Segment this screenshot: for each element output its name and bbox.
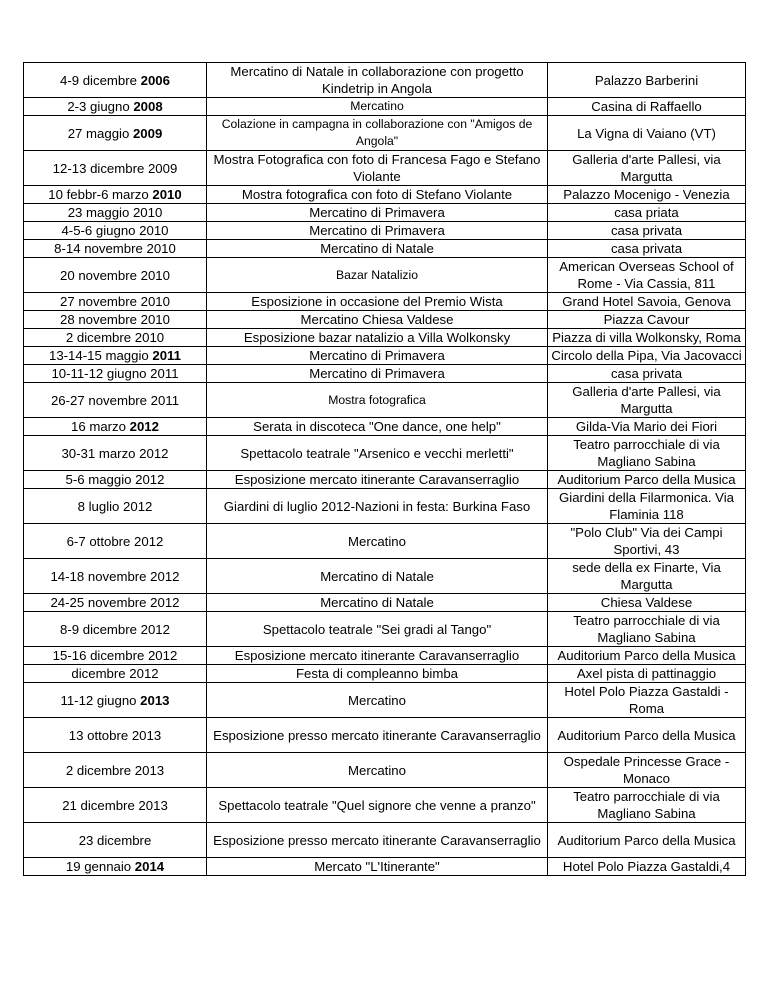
event-cell: Serata in discoteca "One dance, one help" [207,418,548,436]
event-cell: Giardini di luglio 2012-Nazioni in festa: Burkina Faso [207,489,548,524]
date-text: 4-5-6 giugno 2010 [61,223,169,238]
date-cell [24,347,207,365]
place-cell: Ospedale Princesse Grace - Monaco [548,753,746,788]
place-cell: Axel pista di pattinaggio [548,665,746,683]
event-cell: Bazar Natalizio [207,258,548,293]
date-text: 8-14 novembre 2010 [54,241,176,256]
event-cell: Mostra Fotografica con foto di Francesa Fago e Stefano Violante [207,151,548,186]
place-cell: "Polo Club" Via dei Campi Sportivi, 43 [548,524,746,559]
event-cell: Colazione in campagna in collaborazione con "Amigos de Angola" [207,116,548,151]
event-cell: Mercatino [207,683,548,718]
date-cell [24,116,207,151]
place-cell: Piazza Cavour [548,311,746,329]
event-cell: Mercatino di Natale [207,594,548,612]
place-cell: Auditorium Parco della Musica [548,471,746,489]
date-cell [24,471,207,489]
date-cell [24,186,207,204]
event-cell: Mercatino [207,524,548,559]
place-cell: Casina di Raffaello [548,98,746,116]
event-cell: Esposizione in occasione del Premio Wista [207,293,548,311]
place-cell: Piazza di villa Wolkonsky, Roma [548,329,746,347]
table-row [24,753,746,788]
year-text: 2011 [152,348,181,363]
place-cell: Teatro parrocchiale di via Magliano Sabina [548,612,746,647]
date-cell [24,365,207,383]
date-cell [24,647,207,665]
place-cell: Auditorium Parco della Musica [548,647,746,665]
events-table [23,62,746,876]
place-cell: Circolo della Pipa, Via Jacovacci [548,347,746,365]
place-cell: casa privata [548,365,746,383]
place-cell: Palazzo Barberini [548,63,746,98]
date-text: 28 novembre 2010 [60,312,170,327]
event-cell: Mostra fotografica con foto di Stefano Violante [207,186,548,204]
place-cell: Teatro parrocchiale di via Magliano Sabina [548,788,746,823]
events-table-body [24,63,746,876]
date-cell [24,524,207,559]
event-cell: Spettacolo teatrale "Sei gradi al Tango" [207,612,548,647]
place-cell: Galleria d'arte Pallesi, via Margutta [548,383,746,418]
event-cell: Esposizione mercato itinerante Caravanserraglio [207,647,548,665]
date-cell [24,823,207,858]
date-text: 16 marzo [71,419,130,434]
date-text: 10-11-12 giugno 2011 [51,366,179,381]
date-cell [24,98,207,116]
place-cell: Palazzo Mocenigo - Venezia [548,186,746,204]
event-cell: Mercatino di Natale in collaborazione con progetto Kindetrip in Angola [207,63,548,98]
table-row [24,612,746,647]
date-cell [24,329,207,347]
date-cell [24,858,207,876]
table-row [24,683,746,718]
table-row [24,418,746,436]
date-cell [24,436,207,471]
date-cell [24,383,207,418]
events-page [23,62,745,876]
date-cell [24,222,207,240]
date-text: 24-25 novembre 2012 [50,595,180,610]
table-row [24,823,746,858]
event-cell: Mercato "L'Itinerante" [207,858,548,876]
table-row [24,858,746,876]
place-cell: casa privata [548,222,746,240]
place-cell: casa priata [548,204,746,222]
year-text: 2013 [140,692,170,708]
date-text: 2 dicembre 2010 [65,330,165,345]
year-text: 2006 [140,72,170,88]
date-cell [24,63,207,98]
table-row [24,383,746,418]
year-text: 2008 [133,99,163,114]
date-cell [24,489,207,524]
table-row [24,293,746,311]
date-text: 15-16 dicembre 2012 [52,648,178,663]
year-text: 2010 [152,187,182,202]
event-cell: Mercatino di Primavera [207,365,548,383]
table-row [24,489,746,524]
place-cell: Teatro parrocchiale di via Magliano Sabina [548,436,746,471]
place-cell: casa privata [548,240,746,258]
table-row [24,258,746,293]
date-text: 23 dicembre [78,832,152,848]
place-cell: Auditorium Parco della Musica [548,823,746,858]
year-text: 2009 [132,125,163,141]
table-row [24,436,746,471]
date-text: 13-14-15 maggio [49,348,153,363]
date-text: 12-13 dicembre 2009 [52,160,178,176]
date-text: 10 febbr-6 marzo [48,187,153,202]
event-cell: Mercatino di Natale [207,240,548,258]
date-text: 13 ottobre 2013 [68,727,162,743]
table-row [24,204,746,222]
event-cell: Mercatino [207,98,548,116]
table-row [24,311,746,329]
date-cell [24,612,207,647]
event-cell: Spettacolo teatrale "Quel signore che venne a pranzo" [207,788,548,823]
table-row [24,98,746,116]
date-cell [24,418,207,436]
date-text: 26-27 novembre 2011 [50,392,180,408]
table-row [24,329,746,347]
event-cell: Mercatino di Primavera [207,222,548,240]
place-cell: Galleria d'arte Pallesi, via Margutta [548,151,746,186]
date-text: 19 gennaio [65,859,135,874]
table-row [24,240,746,258]
place-cell: Auditorium Parco della Musica [548,718,746,753]
date-cell [24,311,207,329]
date-text: 14-18 novembre 2012 [50,568,180,584]
event-cell: Esposizione bazar natalizio a Villa Wolkonsky [207,329,548,347]
table-row [24,222,746,240]
year-text: 2014 [134,859,165,874]
table-row [24,347,746,365]
date-cell [24,559,207,594]
table-row [24,365,746,383]
year-text: 2012 [129,419,159,434]
event-cell: Mercatino di Primavera [207,347,548,365]
event-cell: Esposizione presso mercato itinerante Caravanserraglio [207,823,548,858]
event-cell: Spettacolo teatrale "Arsenico e vecchi merletti" [207,436,548,471]
date-text: 8-9 dicembre 2012 [60,621,170,637]
place-cell: Giardini della Filarmonica. Via Flaminia 118 [548,489,746,524]
table-row [24,647,746,665]
date-text: 20 novembre 2010 [60,267,170,283]
table-row [24,665,746,683]
date-text: 5-6 maggio 2012 [65,472,165,487]
table-row [24,718,746,753]
date-cell [24,788,207,823]
event-cell: Mercatino di Natale [207,559,548,594]
date-cell [24,204,207,222]
date-cell [24,718,207,753]
date-cell [24,293,207,311]
place-cell: Grand Hotel Savoia, Genova [548,293,746,311]
table-row [24,151,746,186]
place-cell: American Overseas School of Rome - Via Cassia, 811 [548,258,746,293]
date-text: 2-3 giugno [67,99,134,114]
date-text: 11-12 giugno [60,692,141,708]
place-cell: Gilda-Via Mario dei Fiori [548,418,746,436]
place-cell: Chiesa Valdese [548,594,746,612]
date-cell [24,240,207,258]
event-cell: Festa di compleanno bimba [207,665,548,683]
date-text: dicembre 2012 [71,666,159,681]
date-text: 27 novembre 2010 [60,294,170,309]
event-cell: Esposizione presso mercato itinerante Caravanserraglio [207,718,548,753]
date-text: 8 luglio 2012 [77,498,153,514]
table-row [24,186,746,204]
event-cell: Mercatino Chiesa Valdese [207,311,548,329]
table-row [24,524,746,559]
event-cell: Mercatino [207,753,548,788]
place-cell: Hotel Polo Piazza Gastaldi,4 [548,858,746,876]
table-row [24,788,746,823]
date-text: 27 maggio [67,125,133,141]
date-text: 2 dicembre 2013 [65,762,165,778]
table-row [24,471,746,489]
place-cell: Hotel Polo Piazza Gastaldi - Roma [548,683,746,718]
date-cell [24,753,207,788]
place-cell: La Vigna di Vaiano (VT) [548,116,746,151]
table-row [24,63,746,98]
place-cell: sede della ex Finarte, Via Margutta [548,559,746,594]
date-cell [24,258,207,293]
date-cell [24,151,207,186]
table-row [24,116,746,151]
date-text: 6-7 ottobre 2012 [66,533,164,549]
date-cell [24,683,207,718]
date-text: 21 dicembre 2013 [62,797,168,813]
table-row [24,559,746,594]
event-cell: Mostra fotografica [207,383,548,418]
event-cell: Esposizione mercato itinerante Caravanserraglio [207,471,548,489]
date-text: 4-9 dicembre [60,72,141,88]
date-cell [24,594,207,612]
date-text: 23 maggio 2010 [67,205,163,220]
date-cell [24,665,207,683]
event-cell: Mercatino di Primavera [207,204,548,222]
date-text: 30-31 marzo 2012 [61,445,169,461]
table-row [24,594,746,612]
